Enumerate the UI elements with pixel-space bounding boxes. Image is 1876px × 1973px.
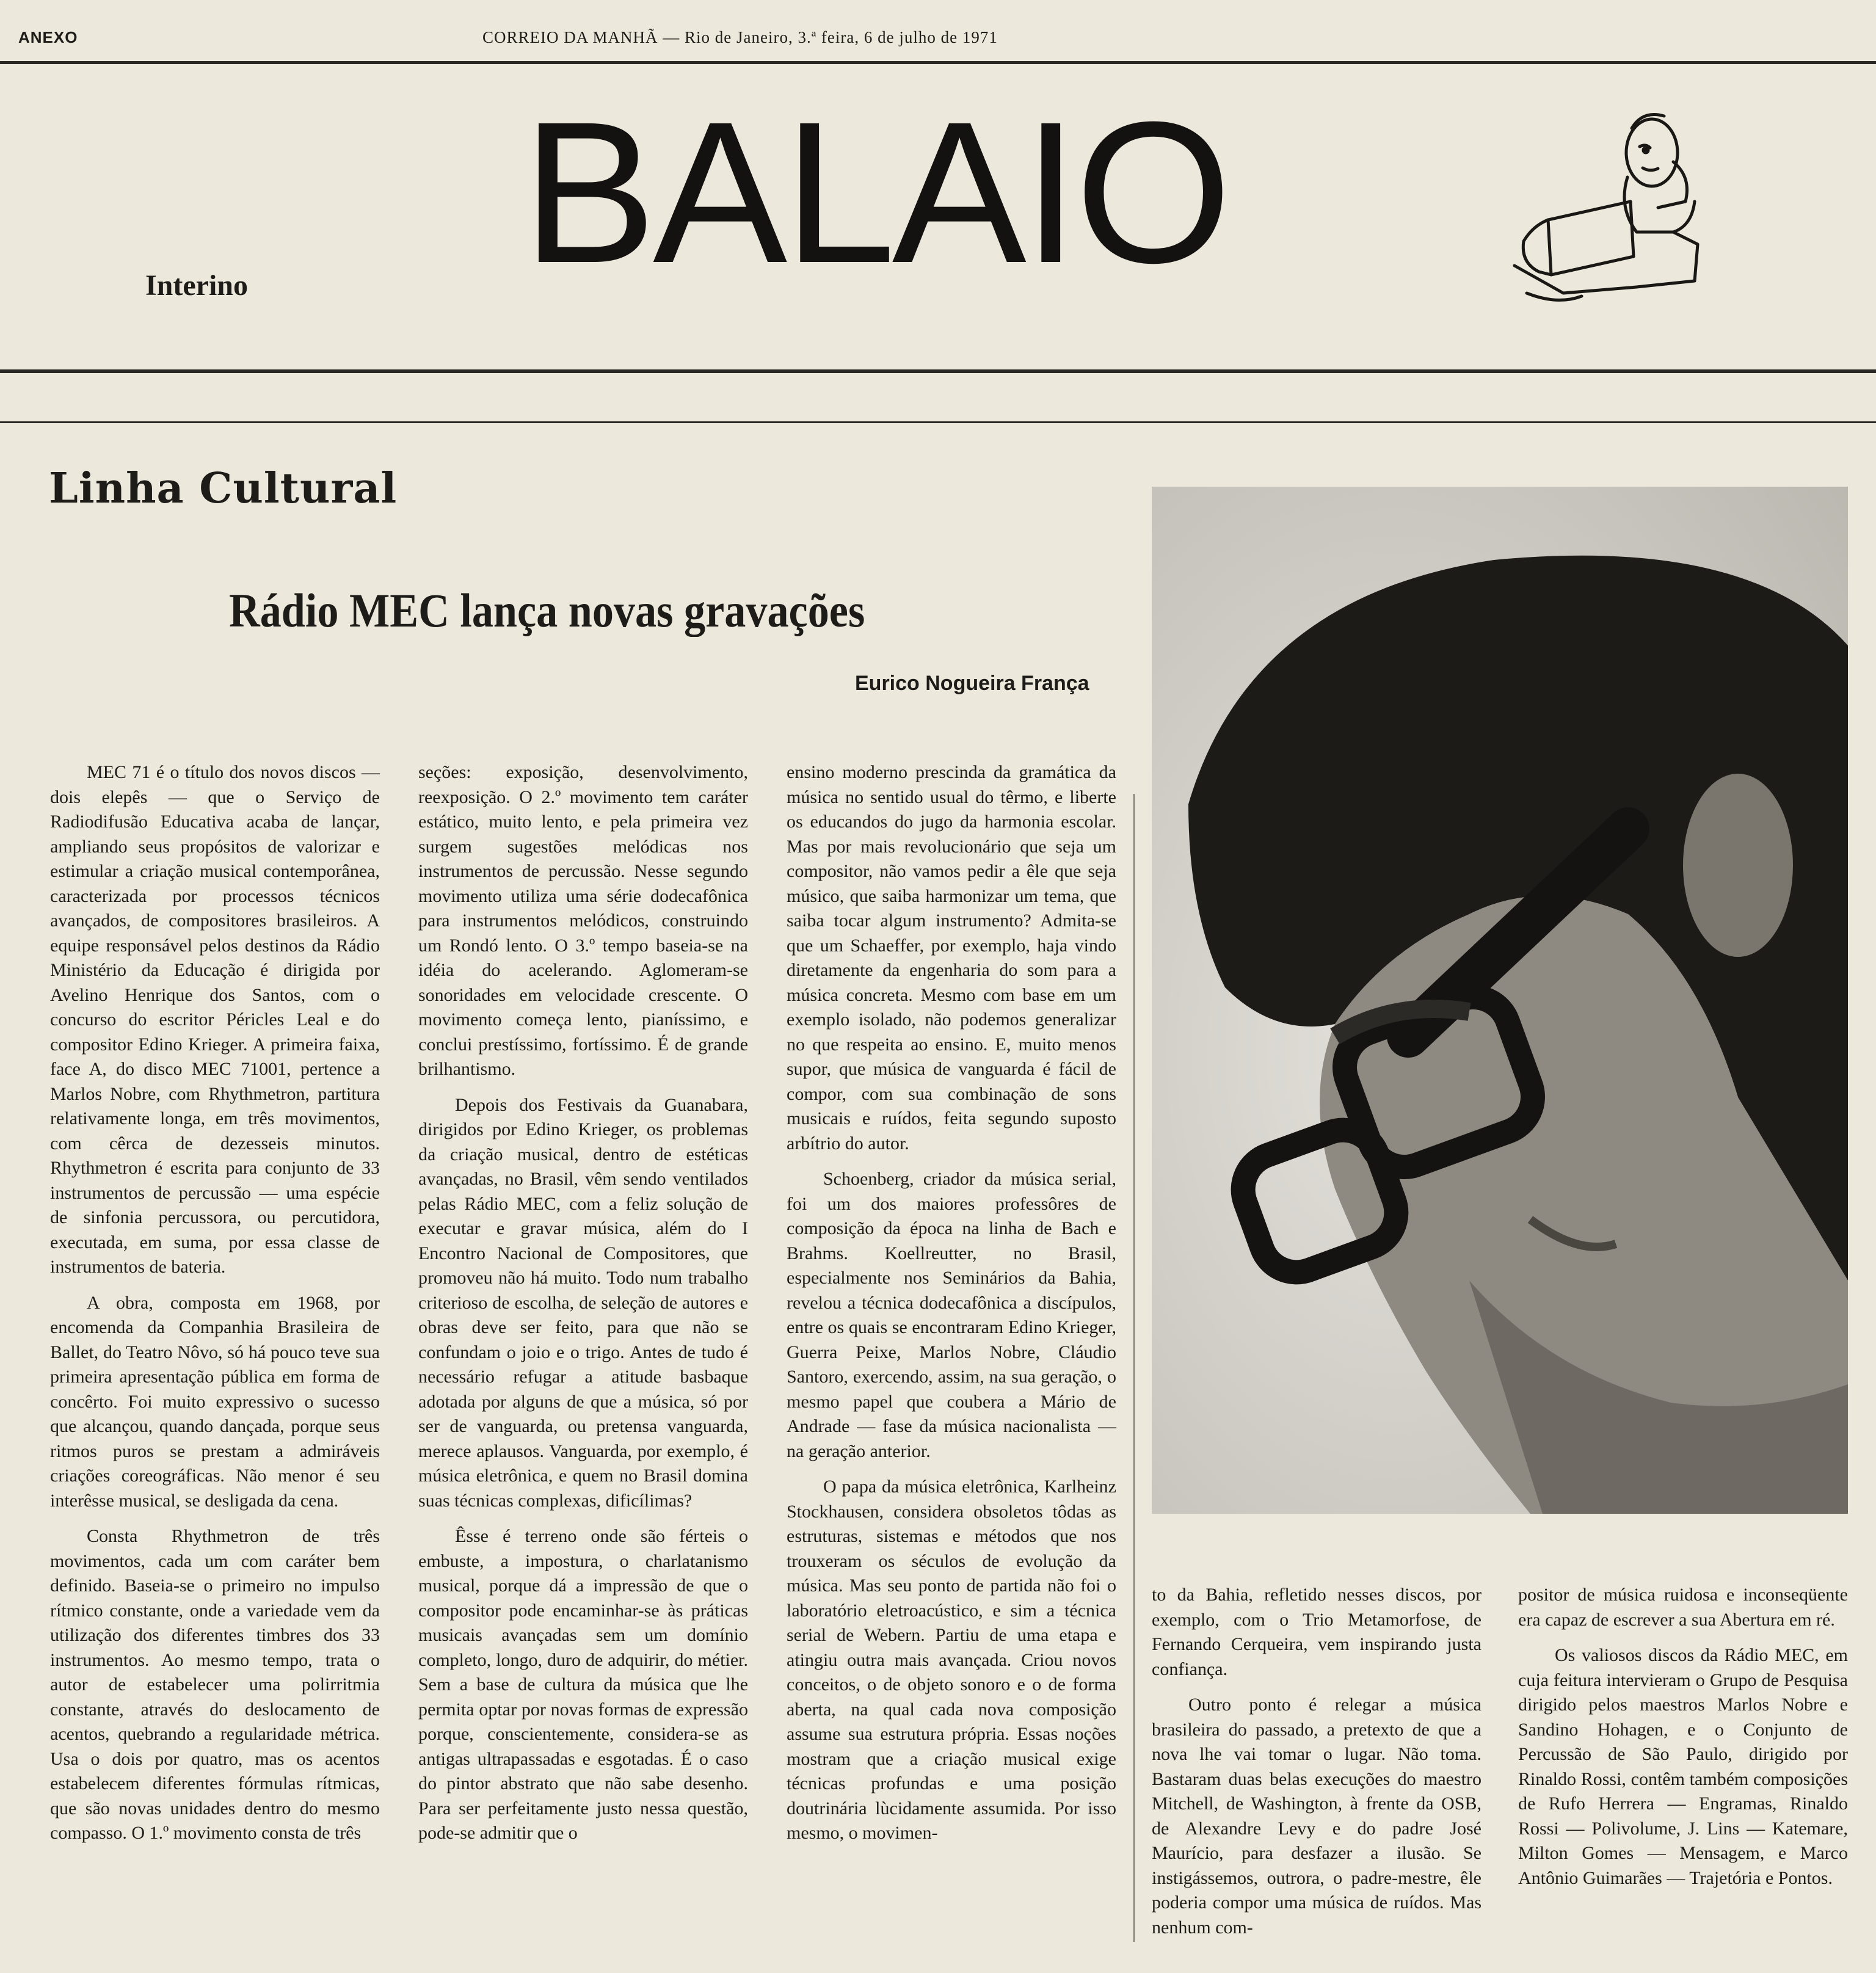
article-column-1 [50,760,380,1857]
paragraph: ensino moderno prescinda da gramática da música no sentido usual do têrmo, e liberte os educandos do jugo da harmonia escolar. Mas por mais revolucionário que seja um compositor, não vamos pedir a êle que seja músico, que saiba harmonizar um tema, que saiba tocar algum instrumento? Admita-se que um Schaeffer, por exemplo, haja vindo diretamente da engenharia do som para a música concreta. Mesmo com base em um exemplo isolado, não podemos generalizar no que respeita ao ensino. E, muito menos supor, que música de vanguarda é fácil de compor, com sua combinação de sons musicais e ruídos, feita segundo suposto arbítrio do autor. [787,762,1116,1154]
cartoon-illustration [1490,110,1722,318]
dateline: CORREIO DA MANHÃ — Rio de Janeiro, 3.ª feira, 6 de julho de 1971 [482,28,998,46]
masthead-title: BALAIO [522,79,1229,305]
section-label: ANEXO [18,28,78,46]
article-author: Eurico Nogueira França [855,672,1089,695]
header-rule [0,61,1876,64]
article-column-3 [787,760,1116,1857]
section-title: Linha Cultural [49,464,398,513]
paragraph: positor de música ruidosa e inconseqüente era capaz de escrever a sua Abertura em ré. [1518,1585,1848,1630]
portrait-photo [1152,487,1848,1514]
paragraph: MEC 71 é o título dos novos discos — dois elepês — que o Serviço de Radiodifusão Educativa acaba de lançar, ampliando seus propósitos de valorizar e estimular a criação musical contemporânea, caracterizada por processos técnicos avançados, de compositores brasileiros. A equipe responsável pelos destinos da Rádio Ministério da Educação é dirigida por Avelino Henrique dos Santos, com o concurso do escritor Péricles Leal e do compositor Edino Krieger. A primeira faixa, face A, do disco MEC 71001, pertence a Marlos Nobre, com Rhythmetron, partitura relativamente longa, em três movimentos, com cêrca de dezesseis minutos. Rhythmetron é escrita para conjunto de 33 instrumentos de percussão — uma espécie de sinfonia percussora, ou percutidora, executada, em suma, por essa classe de instrumentos de bateria. [50,762,380,1277]
paragraph: seções: exposição, desenvolvimento, reexposição. O 2.º movimento tem caráter estático, muito lento, e pela primeira vez surgem sugestões melódicas nos instrumentos de percussão. Nesse segundo movimento utiliza uma série dodecafônica para instrumentos melódicos, construindo um Rondó lento. O 3.º tempo baseia-se na idéia do acelerando. Aglomeram-se sonoridades em velocidade crescente. O movimento começa lento, pianíssimo, e conclui prestíssimo, fortíssimo. É de grande brilhantismo. [418,762,748,1079]
masthead-subtitle: Interino [145,269,248,302]
article-column-4 [1152,1583,1482,1951]
paragraph: Schoenberg, criador da música serial, foi um dos maiores professôres de composição da época na linha de Bach e Brahms. Koellreutter, no Brasil, especialmente nos Seminários da Bahia, revelou a técnica dodecafônica a discípulos, entre os quais se encontraram Edino Krieger, Guerra Peixe, Marlos Nobre, Cláudio Santoro, exercendo, assim, na sua geração, o mesmo papel que coubera a Mário de Andrade — fase da música nacionalista — na geração anterior. [787,1169,1116,1461]
paragraph: Outro ponto é relegar a música brasileira do passado, a pretexto de que a nova lhe vai tomar o lugar. Não toma. Bastaram duas belas execuções do maestro Mitchell, de Washington, à frente da OSB, de Alexandre Levy e do padre José Maurício, para desfazer a ilusão. Se instigássemos, outrora, o padre-mestre, êle poderia compor uma música de ruídos. Mas nenhum com- [1152,1695,1482,1938]
column-divider [1133,794,1135,1942]
article-column-2 [418,760,748,1857]
paragraph: Consta Rhythmetron de três movimentos, cada um com caráter bem definido. Baseia-se o primeiro no impulso rítmico constante, onde a variedade vem da utilização dos diferentes timbres dos 33 instrumentos. Ao mesmo tempo, trata o autor de estabelecer uma polirritmia constante, através do deslocamento de acentos, quebrando a regularidade métrica. Usa o dois por quatro, mas os acentos estabelecem diferentes fórmulas rítmicas, que são novas unidades dentro do mesmo compasso. O 1.º movimento consta de três [50,1526,380,1843]
paragraph: Êsse é terreno onde são férteis o embuste, a impostura, o charlatanismo musical, porque dá a impressão de que o compositor pode encaminhar-se às práticas musicais avançadas sem um domínio completo, longo, duro de adquirir, do métier. Sem a base de cultura da música que lhe permita optar por novas formas de expressão porque, conscientemente, considera-se as antigas ultrapassadas e esgotadas. É o caso do pintor abstrato que não sabe desenho. Para ser perfeitamente justo nessa questão, pode-se admitir que o [418,1526,748,1843]
article-column-5 [1518,1583,1848,1902]
paragraph: to da Bahia, refletido nesses discos, por exemplo, com o Trio Metamorfose, de Fernando Cerqueira, vem inspirando justa confiança. [1152,1585,1482,1679]
paragraph: A obra, composta em 1968, por encomenda da Companhia Brasileira de Ballet, do Teatro Nôvo, só há pouco teve sua primeira apresentação pública em forma de concêrto. Foi muito expressivo o sucesso que alcançou, quando dançada, porque seus ritmos puros se prestam a admiráveis criações coreográficas. Não menor é seu interêsse musical, se desligada da cena. [50,1292,380,1511]
article-headline: Rádio MEC lança novas gravações [229,584,865,637]
section-rule [0,421,1876,423]
header-strip [18,28,78,47]
paragraph: Os valiosos discos da Rádio MEC, em cuja feitura intervieram o Grupo de Pesquisa dirigido pelos maestros Marlos Nobre e Sandino Hohagen, e o Conjunto de Percussão de São Paulo, dirigido por Rinaldo Rossi, contêm também composições de Rufo Herrera — Engramas, Rinaldo Rossi — Polivolume, J. Lins — Katemare, Milton Gomes — Mensagem, e Marco Antônio Guimarães — Trajetória e Pontos. [1518,1645,1848,1888]
paragraph: Depois dos Festivais da Guanabara, dirigidos por Edino Krieger, os problemas da criação musical, dentro de estéticas avançadas, no Brasil, vêm sendo ventilados pelas Rádio MEC, com a feliz solução de executar e gravar música, além do I Encontro Nacional de Compositores, que promoveu não há muito. Todo num trabalho criterioso de escolha, de seleção de autores e obras deve ser feito, para que não se confundam o joio e o trigo. Antes de tudo é necessário refugar a atitude basbaque adotada por alguns de que a música, só por ser de vanguarda, ou pretensa vanguarda, merece aplausos. Vanguarda, por exemplo, é música eletrônica, e quem no Brasil domina suas técnicas complexas, dificílimas? [418,1094,748,1511]
masthead-rule [0,369,1876,373]
paragraph: O papa da música eletrônica, Karlheinz Stockhausen, considera obsoletos tôdas as estruturas, sistemas e métodos que nos trouxeram os séculos de evolução da música. Mas seu ponto de partida não foi o laboratório eletroacústico, e sim a técnica serial de Webern. Partiu de uma etapa e atingiu outra mais avançada. Criou novos conceitos, o de objeto sonoro e o de forma aberta, na qual cada nova composição assume sua estrutura própria. Essas noções mostram que a criação musical exige técnicas profundas e uma posição doutrinária lùcidamente assumida. Por isso mesmo, o movimen- [787,1477,1116,1843]
